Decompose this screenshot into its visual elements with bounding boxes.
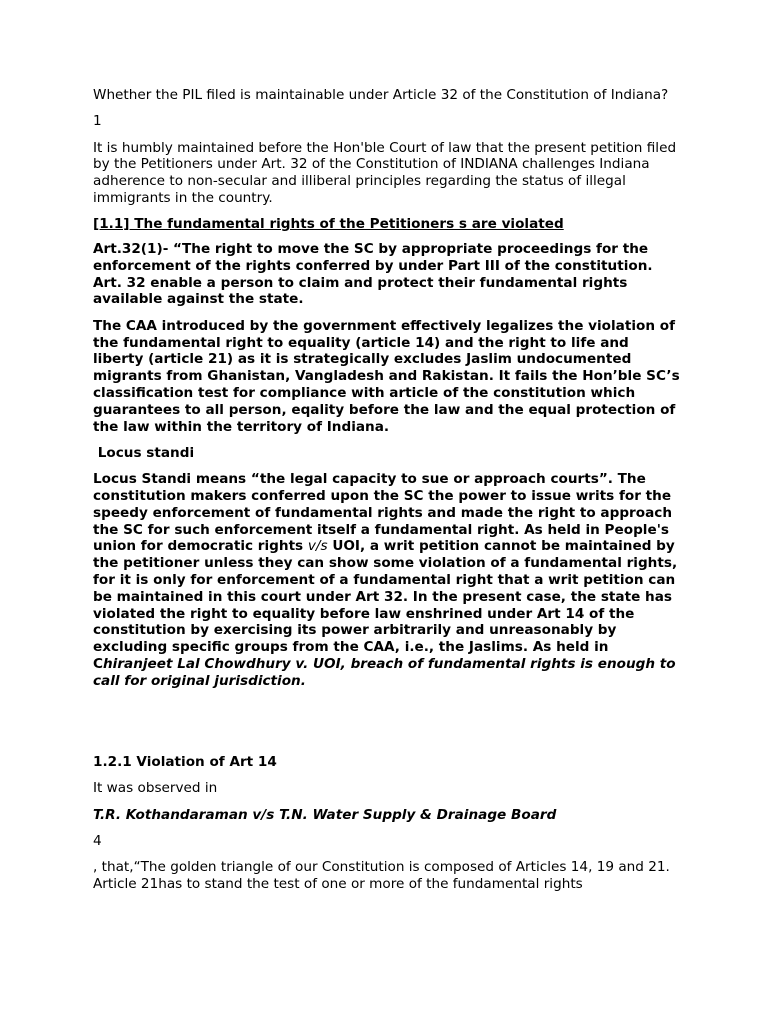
document-page (93, 87, 683, 902)
locus-text-part-1: Locus Standi means “the legal capacity to sue or approach courts”. The constitution makers conferred upon the SC the power to issue writs for the speedy enforcement of fundamental rights and made the right to approach the SC for such enforcement itself a fundamental right. As held in People's union for democratic rights (93, 471, 673, 555)
observed-text: It was observed in (93, 780, 218, 797)
case-name: T.R. Kothandaraman v/s T.N. Water Supply & Drainage Board (93, 806, 557, 823)
versus-abbreviation: v/s (307, 538, 328, 555)
intro-paragraph: It is humbly maintained before the Hon'ble Court of law that the present petition filed by the Petitioners under Art. 32 of the Constitution of INDIANA challenges Indiana adherence to non-secular and illiberal principles regarding the status of illegal immigrants in the country. (93, 139, 677, 206)
locus-text-part-2: UOI, a writ petition cannot be maintained by the petitioner unless they can show some violation of a fundamental rights, for it is only for enforcement of a fundamental right that a writ petition can be maintained in this court under Art 32. In the present case, the state has violated the right to equality before law enshrined under Art 14 of the constitution by exercising its power arbitrarily and unreasonably by excluding specific groups from the CAA, i.e., the Jaslims. As held in C (93, 538, 678, 672)
locus-standi-paragraph (93, 471, 683, 689)
caa-paragraph: The CAA introduced by the government effectively legalizes the violation of the fundamental right to equality (article 14) and the right to life and liberty (article 21) as it is strategically excludes Jaslim undocumented migrants from Ghanistan, Vangladesh and Rakistan. It fails the Hon’ble SC’s classification test for compliance with article of the constitution which guarantees to all person, eqality before the law and the equal protection of the law within the territory of Indiana. (93, 317, 680, 435)
blank-space (93, 699, 683, 754)
locus-standi-heading: Locus standi (93, 444, 195, 461)
case-citation-italic: hiranjeet Lal Chowdhury v. UOI, breach of fundamental rights is enough to call for original jurisdiction. (93, 655, 676, 689)
footnote-number-4: 4 (93, 832, 102, 849)
article-32-paragraph: Art.32(1)- “The right to move the SC by appropriate proceedings for the enforcement of the rights conferred by under Part III of the constitution. Art. 32 enable a person to claim and protect their fundamental rights available against the state. (93, 241, 653, 308)
issue-question: Whether the PIL filed is maintainable under Article 32 of the Constitution of Indiana? (93, 87, 669, 103)
section-heading-1-1: [1.1] The fundamental rights of the Petitioners s are violated (93, 216, 564, 233)
footnote-number: 1 (93, 113, 102, 130)
section-heading-1-2-1: 1.2.1 Violation of Art 14 (93, 754, 277, 770)
golden-triangle-paragraph: , that,“The golden triangle of our Constitution is composed of Articles 14, 19 and 21. Article 21has to stand the test of one or more of the fundamental rights (93, 859, 670, 892)
